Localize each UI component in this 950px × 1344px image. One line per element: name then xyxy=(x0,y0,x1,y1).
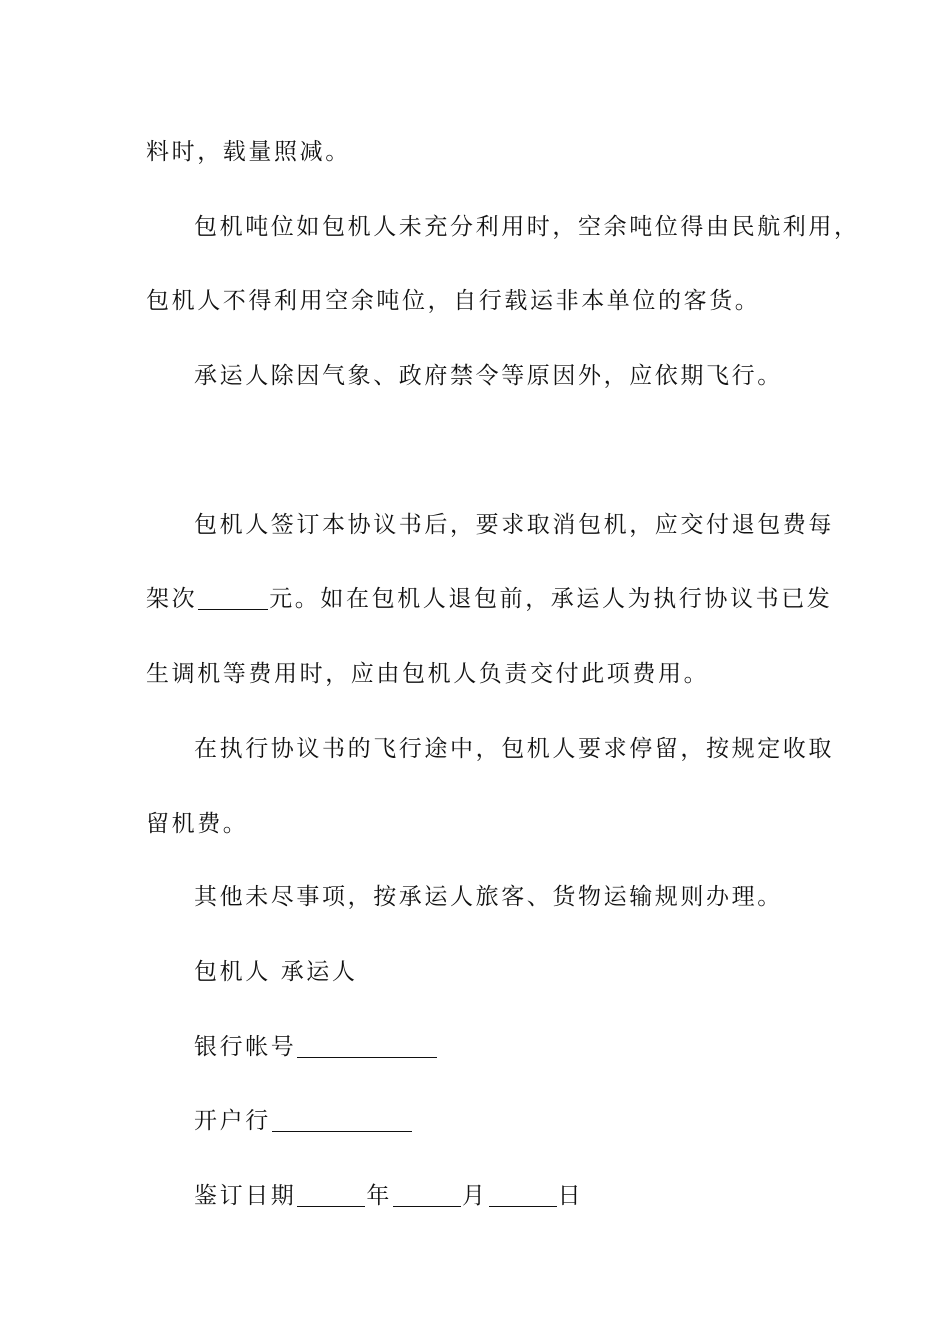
fee-line xyxy=(146,584,832,614)
month-blank[interactable] xyxy=(393,1184,461,1207)
paragraph-line: 包机人签订本协议书后，要求取消包机，应交付退包费每 xyxy=(194,512,834,538)
year-label: 年 xyxy=(366,1183,393,1209)
paragraph-line: 留机费。 xyxy=(146,811,249,837)
signatory-line: 包机人 承运人 xyxy=(194,959,358,985)
paragraph-line: 生调机等费用时，应由包机人负责交付此项费用。 xyxy=(146,661,710,687)
year-blank[interactable] xyxy=(297,1184,365,1207)
paragraph-line: 料时，载量照减。 xyxy=(146,139,351,165)
bank-line xyxy=(194,1106,413,1136)
paragraph-line: 承运人除因气象、政府禁令等原因外，应依期飞行。 xyxy=(194,363,783,389)
fee-line-suffix: 元。如在包机人退包前，承运人为执行协议书已发 xyxy=(269,586,833,612)
paragraph-line: 包机吨位如包机人未充分利用时，空余吨位得由民航利用， xyxy=(194,214,860,240)
month-label: 月 xyxy=(462,1183,488,1209)
paragraph-line: 在执行协议书的飞行途中，包机人要求停留，按规定收取 xyxy=(194,736,834,762)
date-line xyxy=(194,1181,583,1211)
bank-label: 开户行 xyxy=(194,1108,271,1134)
fee-amount-blank[interactable] xyxy=(198,587,268,610)
bank-account-line xyxy=(194,1032,438,1062)
paragraph-line: 其他未尽事项，按承运人旅客、货物运输规则办理。 xyxy=(194,884,783,910)
day-label: 日 xyxy=(557,1183,584,1209)
fee-line-prefix: 架次 xyxy=(146,586,198,612)
date-label: 鉴订日期 xyxy=(194,1183,297,1209)
bank-account-label: 银行帐号 xyxy=(194,1034,297,1060)
day-blank[interactable] xyxy=(489,1184,557,1207)
bank-blank[interactable] xyxy=(272,1109,412,1132)
bank-account-blank[interactable] xyxy=(297,1035,437,1058)
paragraph-line: 包机人不得利用空余吨位，自行载运非本单位的客货。 xyxy=(146,288,761,314)
